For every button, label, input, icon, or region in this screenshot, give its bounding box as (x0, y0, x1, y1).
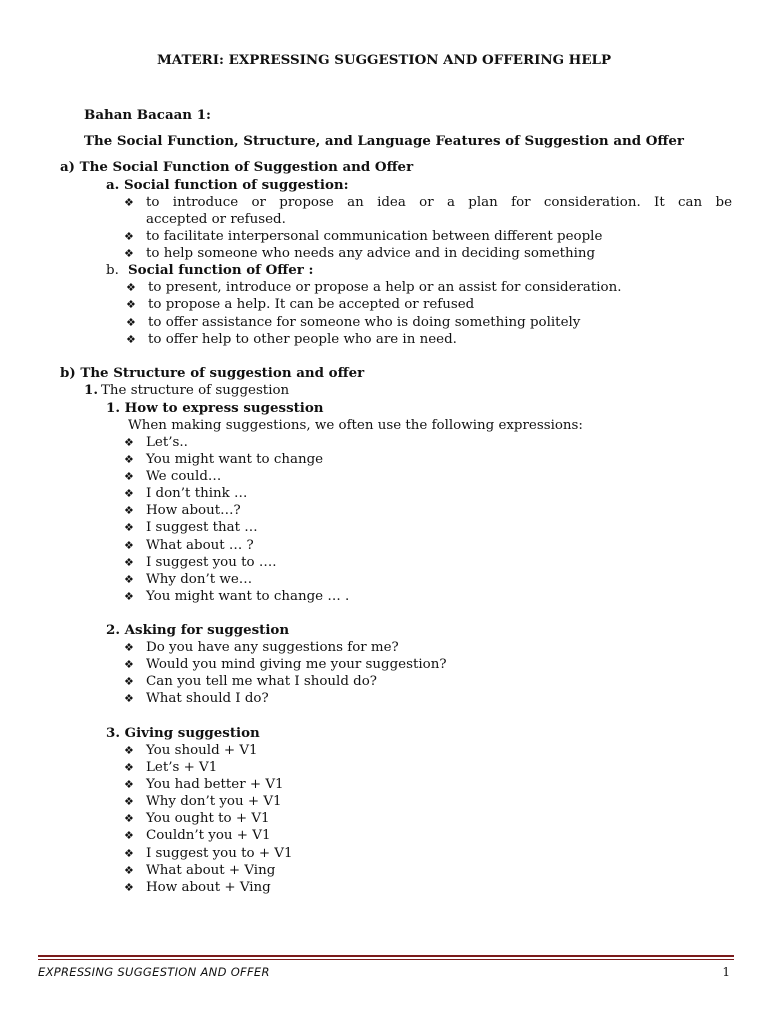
section-a-heading: a) The Social Function of Suggestion and Offer (60, 159, 414, 175)
bullet-item: ❖ We could… (146, 468, 221, 485)
bullet-item: ❖ Why don’t we… (146, 571, 252, 588)
bullet-item: ❖ I don’t think … (146, 485, 247, 502)
footer-rule-thin (38, 959, 734, 960)
bullet-item: ❖ Why don’t you + V1 (146, 793, 282, 810)
document-subtitle: The Social Function, Structure, and Language Features of Suggestion and Offer (84, 133, 684, 149)
bullet-item: ❖ What about + Ving (146, 862, 275, 879)
sub-b-marker: b. (106, 263, 119, 278)
bullet-text: to introduce or propose an idea or a plan for consideration. It can be (146, 195, 732, 210)
giving-heading: 3. Giving suggestion (106, 725, 260, 741)
bullet-item: ❖ to propose a help. It can be accepted or refused (148, 296, 474, 313)
bullet-item: ❖ Can you tell me what I should do? (146, 673, 377, 690)
bullet-item: ❖ What about … ? (146, 537, 254, 554)
part1-label: The structure of suggestion (101, 383, 290, 398)
document-title: MATERI: EXPRESSING SUGGESTION AND OFFERING HELP (156, 52, 612, 68)
sub-a-heading: a. Social function of suggestion: (106, 177, 349, 193)
bullet-item: ❖ You might want to change (146, 451, 323, 468)
bullet-item: ❖ You should + V1 (146, 742, 258, 759)
page-number: 1 (722, 965, 730, 979)
part1-marker: 1. (84, 382, 98, 398)
bullet-item: ❖ Let’s.. (146, 434, 188, 451)
bullet-item: ❖ Let’s + V1 (146, 759, 217, 776)
bullet-item: ❖ How about…? (146, 502, 241, 519)
bullet-item: ❖ Would you mind giving me your suggestion? (146, 656, 447, 673)
bullet-item: ❖ Do you have any suggestions for me? (146, 639, 399, 656)
bullet-item: ❖ to present, introduce or propose a help or an assist for consideration. (148, 279, 622, 296)
express-intro: When making suggestions, we often use the following expressions: (128, 418, 583, 433)
bullet-item: ❖ I suggest that … (146, 519, 258, 536)
section-b-heading: b) The Structure of suggestion and offer (60, 365, 365, 381)
footer-text: EXPRESSING SUGGESTION AND OFFER (38, 965, 270, 979)
bullet-item: ❖ You might want to change … . (146, 588, 349, 605)
bullet-item: ❖ to help someone who needs any advice and in deciding something (146, 245, 595, 262)
express-heading: 1. How to express sugesstion (106, 400, 324, 416)
bullet-item: ❖ I suggest you to + V1 (146, 845, 293, 862)
bullet-item: ❖ to offer assistance for someone who is doing something politely (148, 314, 580, 331)
bullet-item: ❖ I suggest you to …. (146, 554, 276, 571)
asking-heading: 2. Asking for suggestion (106, 622, 290, 638)
bullet-item: ❖ Couldn’t you + V1 (146, 827, 270, 844)
bullet-item: ❖ to offer help to other people who are in need. (148, 331, 457, 348)
sub-b-heading: Social function of Offer : (128, 262, 314, 278)
bullet-item: ❖ You had better + V1 (146, 776, 284, 793)
bullet-continuation: accepted or refused. (146, 212, 286, 227)
bullet-item: ❖ to facilitate interpersonal communication between different people (146, 228, 602, 245)
bullet-item: ❖ How about + Ving (146, 879, 271, 896)
reading-label: Bahan Bacaan 1: (84, 107, 211, 123)
bullet-item: ❖ You ought to + V1 (146, 810, 270, 827)
footer-rule-thick (38, 955, 734, 957)
bullet-item (146, 194, 732, 211)
bullet-item: ❖ What should I do? (146, 690, 269, 707)
